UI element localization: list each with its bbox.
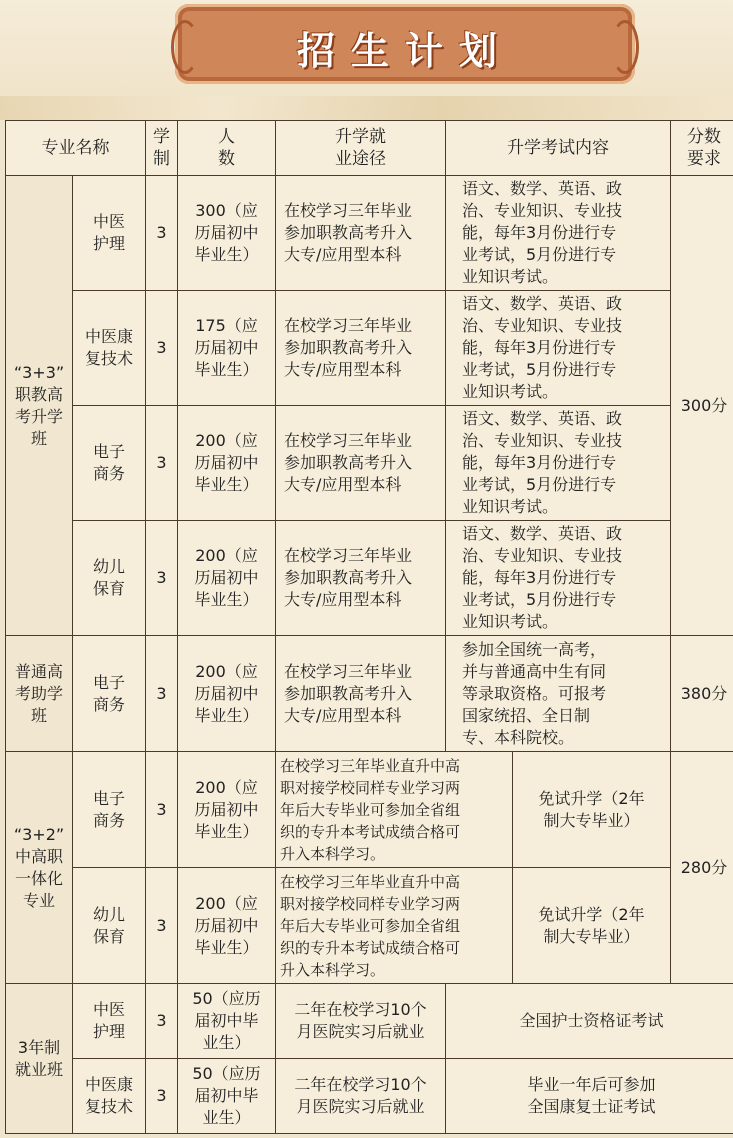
table-row (6, 521, 733, 636)
table-row (6, 984, 733, 1059)
route-cell: 二年在校学习10个 月医院实习后就业 (276, 1059, 446, 1134)
exam-cell: 语文、数学、英语、政 治、专业知识、专业技 能，每年3月份进行专 业考试，5月份进行专 业知识考试。 (446, 521, 671, 636)
major-cell: 中医康 复技术 (73, 291, 146, 406)
years-cell: 3 (146, 406, 178, 521)
route-cell: 在校学习三年毕业 参加职教高考升入 大专/应用型本科 (276, 291, 446, 406)
major-cell: 中医康 复技术 (73, 1059, 146, 1134)
score-cell: 300分 (671, 176, 733, 636)
table-row (6, 176, 733, 291)
major-cell: 中医 护理 (73, 984, 146, 1059)
header-route: 升学就 业途径 (276, 121, 446, 176)
years-cell: 3 (146, 636, 178, 752)
header-exam: 升学考试内容 (446, 121, 671, 176)
years-cell: 3 (146, 868, 178, 984)
header-count: 人 数 (178, 121, 276, 176)
table-row (6, 291, 733, 406)
major-cell: 中医 护理 (73, 176, 146, 291)
route-cell: 在校学习三年毕业 参加职教高考升入 大专/应用型本科 (276, 636, 446, 752)
group-name: “3+2” 中高职 一体化 专业 (6, 752, 73, 984)
route-cell: 在校学习三年毕业直升中高 职对接学校同样专业学习两 年后大专毕业可参加全省组 织的专升本考试成绩合格可 升入本科学习。 (276, 752, 513, 868)
table-row (6, 636, 733, 752)
group-name: 普通高 考助学 班 (6, 636, 73, 752)
major-cell: 电子 商务 (73, 636, 146, 752)
page-title: 招生计划 (296, 28, 513, 73)
exam-cell: 参加全国统一高考， 并与普通高中生有同 等录取资格。可报考 国家统招、全日制 专、本科院校。 (446, 636, 671, 752)
enrollment-plan-table (5, 120, 733, 1134)
exam-cell: 语文、数学、英语、政 治、专业知识、专业技 能，每年3月份进行专 业考试，5月份进行专 业知识考试。 (446, 291, 671, 406)
route-cell: 在校学习三年毕业 参加职教高考升入 大专/应用型本科 (276, 176, 446, 291)
count-cell: 175（应 历届初中 毕业生） (178, 291, 276, 406)
exam-cell: 语文、数学、英语、政 治、专业知识、专业技 能，每年3月份进行专 业考试，5月份进行专 业知识考试。 (446, 176, 671, 291)
exam-cell: 毕业一年后可参加 全国康复士证考试 (446, 1059, 733, 1134)
route-cell: 在校学习三年毕业 参加职教高考升入 大专/应用型本科 (276, 521, 446, 636)
header-row (6, 121, 733, 176)
exam-cell: 全国护士资格证考试 (446, 984, 733, 1059)
years-cell: 3 (146, 291, 178, 406)
major-cell: 电子 商务 (73, 752, 146, 868)
score-cell: 380分 (671, 636, 733, 752)
count-cell: 300（应 历届初中 毕业生） (178, 176, 276, 291)
exam-cell: 语文、数学、英语、政 治、专业知识、专业技 能，每年3月份进行专 业考试，5月份进行专 业知识考试。 (446, 406, 671, 521)
score-cell: 280分 (671, 752, 733, 984)
brush-stroke-decoration (0, 96, 733, 120)
table-row (6, 406, 733, 521)
header-years: 学 制 (146, 121, 178, 176)
years-cell: 3 (146, 984, 178, 1059)
header-major: 专业名称 (6, 121, 146, 176)
major-cell: 幼儿 保育 (73, 868, 146, 984)
title-banner (175, 4, 635, 84)
years-cell: 3 (146, 1059, 178, 1134)
route-cell: 在校学习三年毕业直升中高 职对接学校同样专业学习两 年后大专毕业可参加全省组 织的专升本考试成绩合格可 升入本科学习。 (276, 868, 513, 984)
route-cell: 在校学习三年毕业 参加职教高考升入 大专/应用型本科 (276, 406, 446, 521)
header-score: 分数 要求 (671, 121, 733, 176)
exam-cell: 免试升学（2年 制大专毕业） (513, 868, 671, 984)
count-cell: 200（应 历届初中 毕业生） (178, 636, 276, 752)
group-name: “3+3” 职教高 考升学 班 (6, 176, 73, 636)
exam-cell: 免试升学（2年 制大专毕业） (513, 752, 671, 868)
years-cell: 3 (146, 521, 178, 636)
major-cell: 幼儿 保育 (73, 521, 146, 636)
table-row (6, 868, 733, 984)
major-cell: 电子 商务 (73, 406, 146, 521)
route-cell: 二年在校学习10个 月医院实习后就业 (276, 984, 446, 1059)
years-cell: 3 (146, 752, 178, 868)
table-row (6, 1059, 733, 1134)
years-cell: 3 (146, 176, 178, 291)
count-cell: 200（应 历届初中 毕业生） (178, 406, 276, 521)
group-name: 3年制 就业班 (6, 984, 73, 1134)
count-cell: 200（应 历届初中 毕业生） (178, 521, 276, 636)
count-cell: 200（应 历届初中 毕业生） (178, 752, 276, 868)
count-cell: 50（应历 届初中毕 业生） (178, 1059, 276, 1134)
table-row (6, 752, 733, 868)
count-cell: 200（应 历届初中 毕业生） (178, 868, 276, 984)
count-cell: 50（应历 届初中毕 业生） (178, 984, 276, 1059)
